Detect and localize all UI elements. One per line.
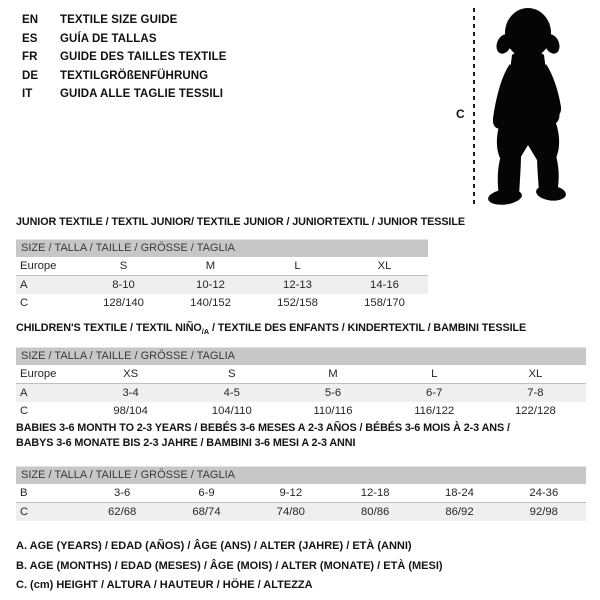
language-code: FR (22, 51, 38, 64)
size-header-bar: SIZE / TALLA / TAILLE / GRÖSSE / TAGLIA (16, 347, 586, 365)
babies-title-line2: BABYS 3-6 MONATE BIS 2-3 JAHRE / BAMBINI 3-6 MESI A 2-3 ANNI (16, 436, 356, 449)
table-row-age (16, 276, 428, 294)
size-header-bar: SIZE / TALLA / TAILLE / GRÖSSE / TAGLIA (16, 239, 428, 257)
size-col-header: XL (528, 368, 543, 380)
cell-value: 12-13 (283, 279, 312, 291)
language-row-en (22, 11, 227, 30)
table-row-age-months (16, 484, 586, 503)
cell-value: 128/140 (103, 297, 144, 309)
junior-table (16, 239, 428, 312)
children-table (16, 347, 586, 420)
language-code: EN (22, 14, 39, 27)
cell-value: 18-24 (445, 487, 474, 499)
legend-line-b: B. AGE (MONTHS) / EDAD (MESES) / ÂGE (MOIS) / ALTER (MONATE) / ETÀ (MESI) (16, 559, 443, 572)
cell-value: 158/170 (364, 297, 405, 309)
cell-value: 86/92 (445, 506, 474, 518)
cell-value: 7-8 (527, 387, 544, 399)
table-header-row (16, 365, 586, 384)
cell-value: 4-5 (223, 387, 240, 399)
language-list (22, 11, 227, 104)
babies-title-line1: BABIES 3-6 MONTH TO 2-3 YEARS / BEBÉS 3-6 MESES A 2-3 AÑOS / BÉBÉS 3-6 MOIS À 2-3 ANS / (16, 422, 510, 434)
babies-table (16, 466, 586, 521)
region-header: Europe (20, 368, 57, 380)
cell-value: 3-4 (122, 387, 139, 399)
row-label: C (20, 405, 29, 417)
cell-value: 10-12 (196, 279, 225, 291)
size-col-header: M (328, 368, 338, 380)
cell-value: 104/110 (211, 405, 252, 417)
row-label: B (20, 487, 28, 499)
size-col-header: XS (123, 368, 139, 380)
size-col-header: S (119, 260, 128, 272)
cell-value: 110/116 (313, 405, 353, 417)
cell-value: 122/128 (514, 405, 556, 417)
height-measure-label: C (456, 107, 465, 121)
cell-value: 74/80 (276, 506, 305, 518)
region-header: Europe (20, 260, 57, 272)
table-row-height (16, 294, 428, 312)
cell-value: 14-16 (370, 279, 399, 291)
cell-value: 6-7 (426, 387, 443, 399)
children-title-part: / TEXTILE DES ENFANTS / KINDERTEXTIL / BAMBINI TESSILE (209, 322, 527, 334)
table-row-age (16, 384, 586, 402)
language-code: IT (22, 88, 33, 101)
legend (16, 537, 443, 596)
language-code: DE (22, 69, 39, 82)
babies-table-title (16, 421, 576, 450)
language-row-de (22, 67, 227, 86)
row-label: A (20, 279, 28, 291)
cell-value: 152/158 (277, 297, 318, 309)
cell-value: 80/86 (361, 506, 390, 518)
cell-value: 92/98 (529, 506, 558, 518)
size-col-header: M (205, 260, 216, 272)
size-col-header: S (228, 368, 236, 380)
children-title-subscript: /A (201, 327, 210, 337)
cell-value: 140/152 (190, 297, 231, 309)
size-col-header: L (294, 260, 301, 272)
row-label: C (20, 506, 29, 518)
cell-value: 5-6 (324, 387, 342, 399)
language-row-fr (22, 48, 227, 67)
cell-value: 6-9 (198, 487, 215, 499)
cell-value: 3-6 (114, 487, 131, 499)
row-label: A (20, 387, 28, 399)
language-label: GUÍA DE TALLAS (60, 32, 157, 45)
legend-line-a: A. AGE (YEARS) / EDAD (AÑOS) / ÂGE (ANS) / ALTER (JAHRE) / ETÀ (ANNI) (16, 540, 412, 552)
legend-line-c: C. (cm) HEIGHT / ALTURA / HAUTEUR / HÖHE / ALTEZZA (16, 579, 313, 591)
size-col-header: XL (377, 260, 392, 272)
language-label: TEXTILE SIZE GUIDE (60, 14, 178, 27)
language-label: GUIDE DES TAILLES TEXTILE (60, 51, 227, 64)
language-row-it (22, 85, 227, 104)
children-table-title (16, 322, 526, 336)
cell-value: 116/122 (414, 405, 455, 417)
cell-value: 24-36 (529, 487, 559, 499)
table-row-height (16, 402, 586, 420)
junior-table-title: JUNIOR TEXTILE / TEXTIL JUNIOR/ TEXTILE JUNIOR / JUNIORTEXTIL / JUNIOR TESSILE (16, 216, 465, 228)
language-label: GUIDA ALLE TAGLIE TESSILI (60, 88, 224, 101)
cell-value: 8-10 (112, 279, 135, 291)
language-row-es (22, 30, 227, 49)
cell-value: 68/74 (192, 506, 221, 518)
cell-value: 62/68 (108, 506, 137, 518)
size-col-header: L (431, 368, 438, 380)
cell-value: 98/104 (113, 405, 148, 417)
language-label: TEXTILGRÖßENFÜHRUNG (60, 69, 209, 82)
table-row-height (16, 503, 586, 521)
language-code: ES (22, 32, 38, 45)
table-header-row (16, 257, 428, 276)
height-measure-dashed-line (473, 8, 475, 206)
cell-value: 9-12 (279, 487, 303, 499)
toddler-silhouette-icon (482, 6, 572, 206)
children-title-part: CHILDREN'S TEXTILE / TEXTIL NIÑO (16, 322, 202, 334)
cell-value: 12-18 (360, 487, 390, 499)
size-header-bar: SIZE / TALLA / TAILLE / GRÖSSE / TAGLIA (16, 466, 586, 484)
row-label: C (20, 297, 29, 309)
